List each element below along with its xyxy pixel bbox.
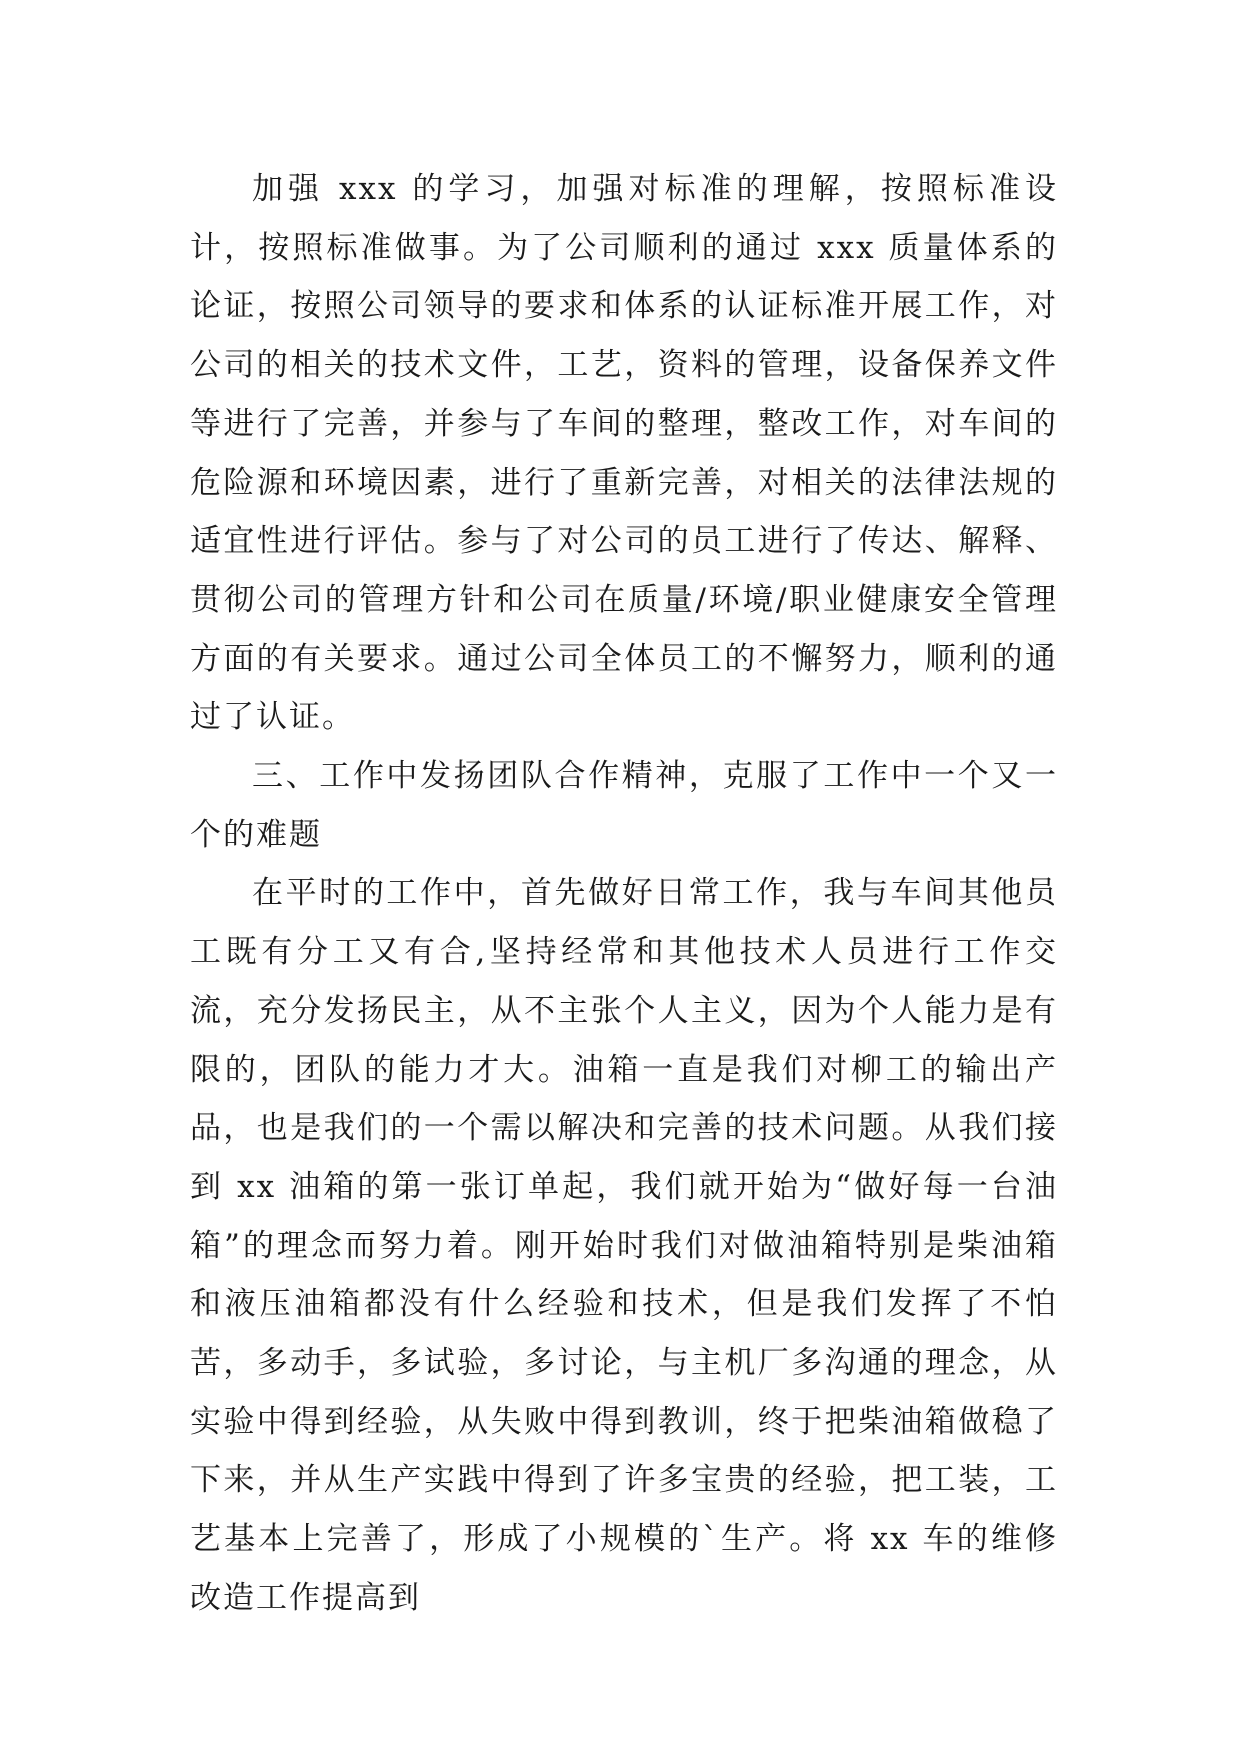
paragraph-standards-study: 加强 xxx 的学习，加强对标准的理解，按照标准设计，按照标准做事。为了公司顺利的通过 xxx 质量体系的论证，按照公司领导的要求和体系的认证标准开展工作，对公司的相关的技术文件，工艺，资料的管理，设备保养文件等进行了完善，并参与了车间的整理，整改工作，对车间的危险源和环境因素，进行了重新完善，对相关的法律法规的适宜性进行评估。参与了对公司的员工进行了传达、解释、贯彻公司的管理方针和公司在质量/环境/职业健康安全管理方面的有关要求。通过公司全体员工的不懈努力，顺利的通过了认证。 [190, 171, 1058, 736]
section-heading-teamwork: 三、工作中发扬团队合作精神，克服了工作中一个又一个的难题 [190, 758, 1058, 853]
document-body [190, 160, 1058, 1628]
paragraph-daily-work: 在平时的工作中，首先做好日常工作，我与车间其他员工既有分工又有合,坚持经常和其他技术人员进行工作交流，充分发扬民主，从不主张个人主义，因为个人能力是有限的，团队的能力才大。油箱一直是我们对柳工的输出产品，也是我们的一个需以解决和完善的技术问题。从我们接到 xx 油箱的第一张订单起，我们就开始为“做好每一台油箱”的理念而努力着。刚开始时我们对做油箱特别是柴油箱和液压油箱都没有什么经验和技术，但是我们发挥了不怕苦，多动手，多试验，多讨论，与主机厂多沟通的理念，从实验中得到经验，从失败中得到教训，终于把柴油箱做稳了下来，并从生产实践中得到了许多宝贵的经验，把工装，工艺基本上完善了，形成了小规模的`生产。将 xx 车的维修改造工作提高到 [190, 875, 1058, 1616]
